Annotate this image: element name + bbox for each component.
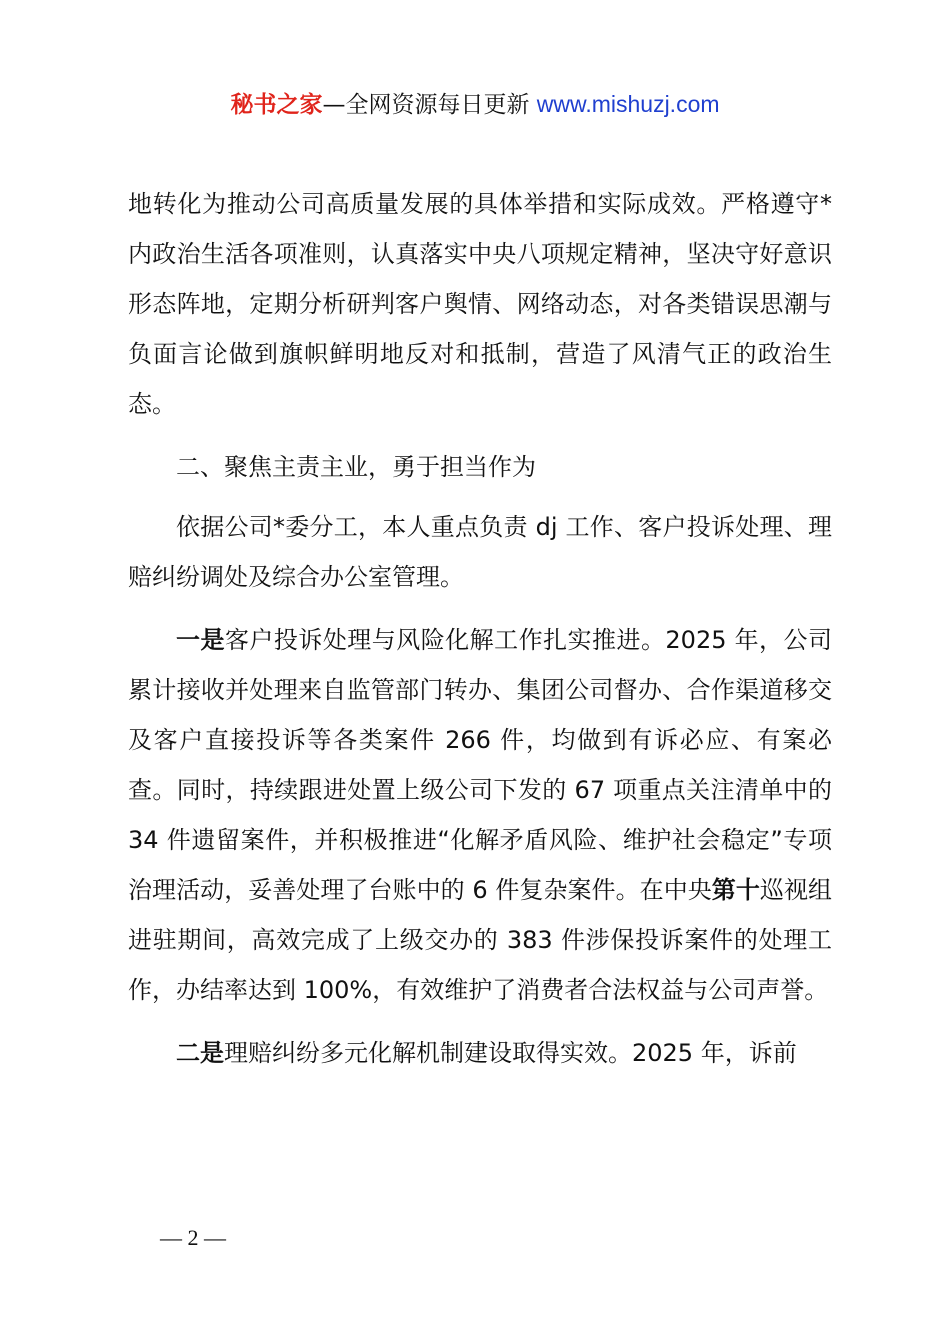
paragraph-continuation: 地转化为推动公司高质量发展的具体举措和实际成效。严格遵守*内政治生活各项准则，认真落实中央八项规定精神，坚决守好意识形态阵地，定期分析研判客户舆情、网络动态，对各类错误思潮与负面言论做到旗帜鲜明地反对和抵制，营造了风清气正的政治生态。 [128, 190, 832, 418]
paragraph-point-two [128, 1028, 832, 1078]
point-two-label: 二是 [176, 1039, 224, 1067]
paragraph-point-one [128, 615, 832, 1015]
point-two-text: 理赔纠纷多元化解机制建设取得实效。2025 年，诉前 [224, 1039, 797, 1067]
site-url-link[interactable]: www.mishuzj.com [536, 91, 720, 117]
section-heading: 二、聚焦主责主业，勇于担当作为 [176, 453, 536, 481]
point-one-text-a: 客户投诉处理与风险化解工作扎实推进。2025 年，公司累计接收并处理来自监管部门转办、集团公司督办、合作渠道移交及客户直接投诉等各类案件 266 件，均做到有诉必应、有案必查。同时，持续跟进处置上级公司下发的 67 项重点关注清单中的 34 件遗留案件，并积极推进“化解矛盾风险、维护社会稳定”专项治理活动，妥善处理了台账中的 6 件复杂案件。在中央 [128, 626, 832, 904]
point-one-text-b: 巡视组进驻期间，高效完成了上级交办的 383 件涉保投诉案件的处理工作，办结率达到 100%，有效维护了消费者合法权益与公司声誉。 [128, 876, 833, 1004]
document-body [128, 179, 832, 1078]
point-one-label: 一是 [176, 626, 225, 654]
site-header [0, 86, 950, 123]
brand-name: 秘书之家 [230, 92, 323, 118]
point-one-bold-text: 第十 [711, 876, 760, 904]
paragraph-responsibilities: 依据公司*委分工，本人重点负责 dj 工作、客户投诉处理、理赔纠纷调处及综合办公室管理。 [128, 513, 832, 591]
page-number: — 2 — [160, 1225, 226, 1250]
header-tagline: —全网资源每日更新 [322, 92, 537, 118]
